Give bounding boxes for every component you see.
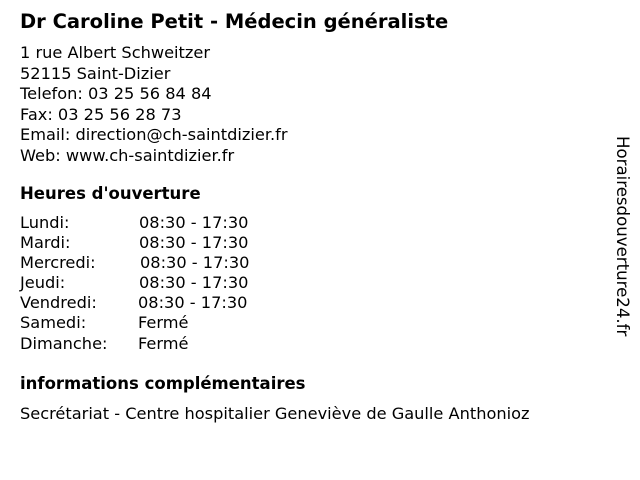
- city-postcode: 52115 Saint-Dizier: [20, 63, 171, 83]
- hours-value: 08:30 - 17:30: [139, 273, 249, 293]
- page-title: Dr Caroline Petit - Médecin généraliste: [20, 10, 449, 33]
- day-label: Jeudi:: [20, 273, 66, 293]
- hours-value: 08:30 - 17:30: [138, 293, 248, 313]
- additional-info-text: Secrétariat - Centre hospitalier Geneviève de Gaulle Anthonioz: [20, 404, 530, 423]
- website-address: Web: www.ch-saintdizier.fr: [20, 145, 235, 165]
- street-address: 1 rue Albert Schweitzer: [20, 43, 211, 62]
- day-label: Lundi:: [20, 213, 70, 232]
- email-address: Email: direction@ch-saintdizier.fr: [20, 125, 288, 144]
- site-watermark: Horairesdouverture24.fr: [613, 136, 632, 337]
- hours-value: Fermé: [138, 333, 189, 353]
- day-label: Dimanche:: [20, 333, 108, 353]
- opening-hours-heading: Heures d'ouverture: [20, 184, 201, 203]
- fax-number: Fax: 03 25 56 28 73: [20, 104, 182, 124]
- day-label: Samedi:: [20, 313, 87, 333]
- hours-value: 08:30 - 17:30: [139, 233, 249, 253]
- day-label: Vendredi:: [20, 293, 97, 313]
- day-label: Mardi:: [20, 233, 71, 253]
- phone-number: Telefon: 03 25 56 84 84: [20, 84, 212, 103]
- additional-info-heading: informations complémentaires: [20, 374, 306, 393]
- hours-value: Fermé: [138, 313, 189, 333]
- day-label: Mercredi:: [20, 253, 96, 273]
- hours-value: 08:30 - 17:30: [140, 253, 250, 273]
- hours-value: 08:30 - 17:30: [139, 213, 249, 232]
- contact-details: [20, 43, 288, 166]
